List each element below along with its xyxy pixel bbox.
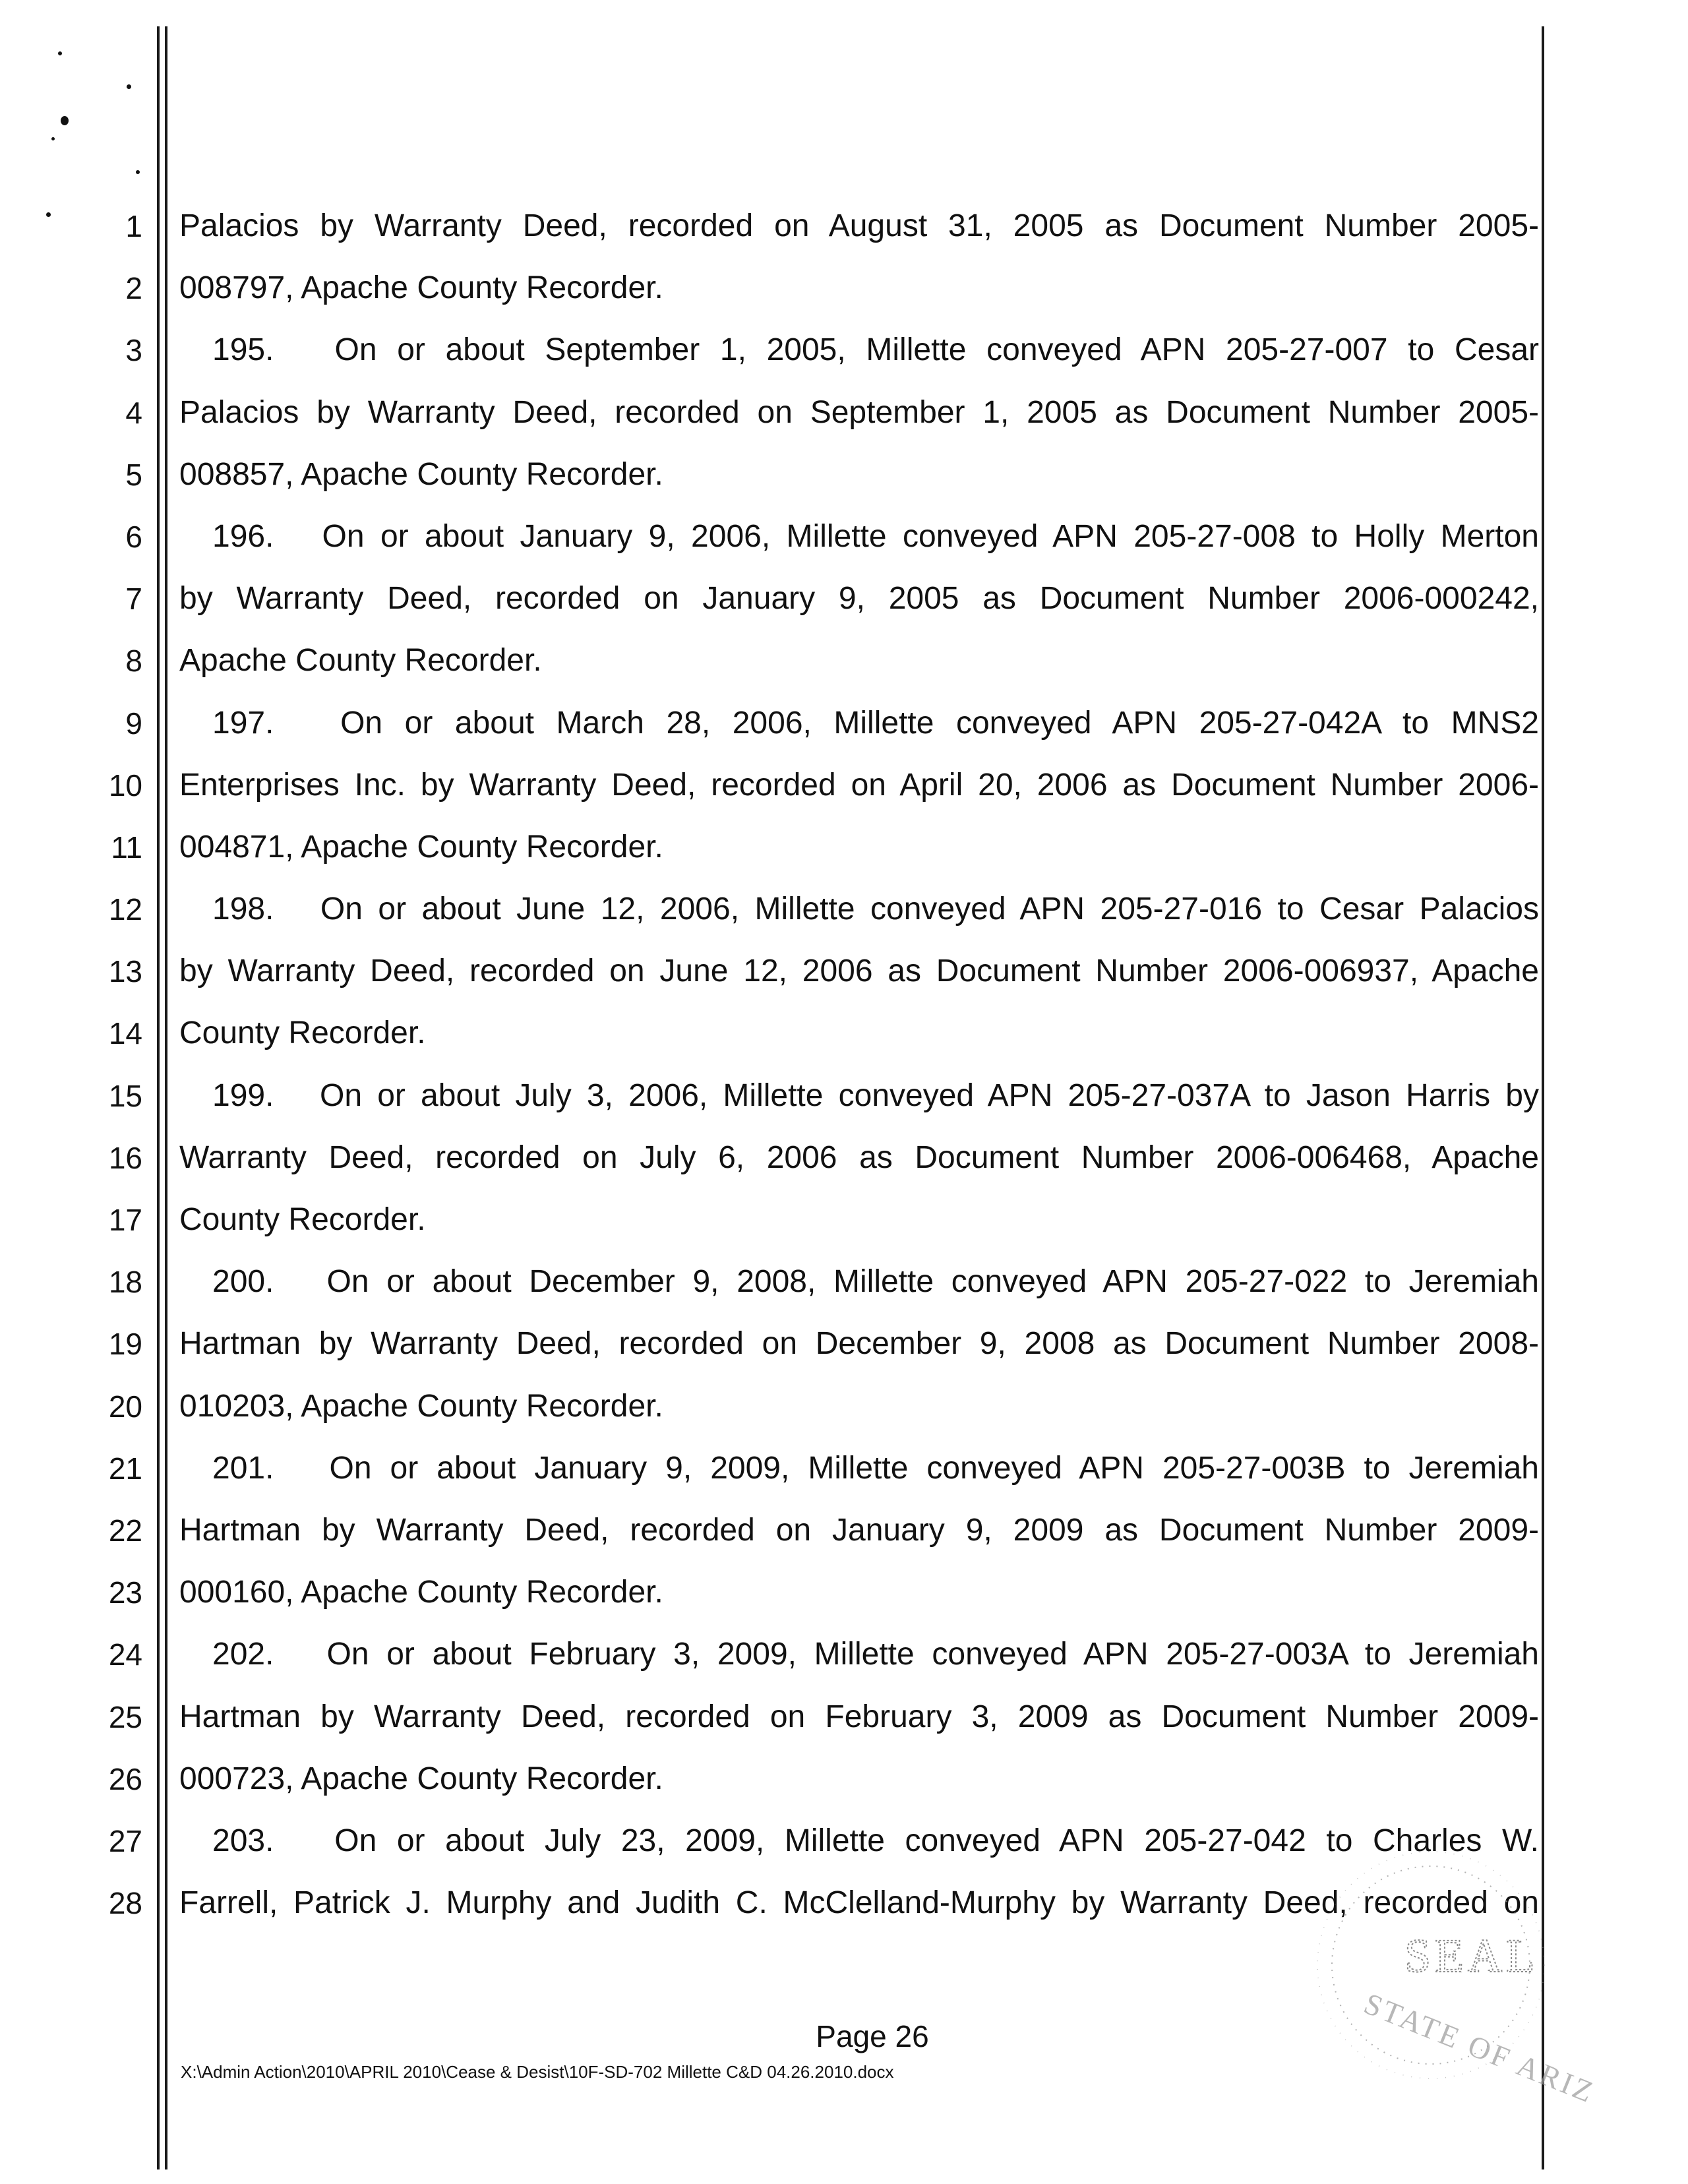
line-number: 6 — [125, 519, 142, 554]
text-line: 000723, Apache County Recorder. — [179, 1761, 663, 1796]
line-number: 27 — [108, 1823, 142, 1858]
scan-speck — [127, 84, 131, 89]
paragraph-201-start: 201. On or about January 9, 2009, Millette conveyed APN 205-27-003B to Jeremiah — [212, 1450, 1539, 1486]
line-number: 12 — [108, 892, 142, 927]
scan-speck — [58, 51, 62, 55]
scan-speck — [46, 212, 51, 217]
page-number: Page 26 — [816, 2019, 929, 2053]
scan-speck — [51, 137, 55, 140]
seal-word: SEAL — [1404, 1929, 1539, 1982]
line-number: 18 — [108, 1265, 142, 1300]
line-number: 3 — [125, 333, 142, 368]
text-line: 008797, Apache County Recorder. — [179, 270, 663, 306]
line-number: 28 — [108, 1886, 142, 1921]
line-number: 16 — [108, 1140, 142, 1175]
paragraph-195-start: 195. On or about September 1, 2005, Millette conveyed APN 205-27-007 to Cesar — [212, 332, 1539, 368]
file-path: X:\Admin Action\2010\APRIL 2010\Cease & Desist\10F-SD-702 Millette C&D 04.26.2010.docx — [181, 2062, 894, 2082]
line-number: 2 — [125, 271, 142, 306]
text-line: 000160, Apache County Recorder. — [179, 1575, 663, 1610]
line-number: 4 — [125, 395, 142, 430]
line-number: 8 — [125, 644, 142, 679]
line-number: 5 — [125, 457, 142, 492]
line-number: 15 — [108, 1078, 142, 1113]
margin-rule-left-outer — [157, 26, 160, 2169]
line-number: 26 — [108, 1761, 142, 1796]
line-number: 17 — [108, 1203, 142, 1237]
paragraph-203-start: 203. On or about July 23, 2009, Millette conveyed APN 205-27-042 to Charles W. — [212, 1823, 1539, 1858]
line-number: 25 — [108, 1699, 142, 1734]
line-number: 24 — [108, 1637, 142, 1672]
text-line: Hartman by Warranty Deed, recorded on February 3, 2009 as Document Number 2009- — [179, 1699, 1539, 1734]
text-line: Hartman by Warranty Deed, recorded on January 9, 2009 as Document Number 2009- — [179, 1512, 1539, 1548]
line-number: 13 — [108, 954, 142, 989]
line-number: 21 — [108, 1451, 142, 1486]
text-line: Warranty Deed, recorded on July 6, 2006 as Document Number 2006-006468, Apache — [179, 1139, 1539, 1175]
text-line: 010203, Apache County Recorder. — [179, 1388, 663, 1424]
paragraph-198-start: 198. On or about June 12, 2006, Millette conveyed APN 205-27-016 to Cesar Palacios — [212, 892, 1539, 927]
text-line: by Warranty Deed, recorded on June 12, 2006 as Document Number 2006-006937, Apache — [179, 954, 1539, 989]
text-line: Palacios by Warranty Deed, recorded on August 31, 2005 as Document Number 2005- — [179, 208, 1539, 243]
text-line: Palacios by Warranty Deed, recorded on September 1, 2005 as Document Number 2005- — [179, 394, 1539, 430]
line-number: 11 — [111, 830, 142, 864]
line-number: 7 — [125, 582, 142, 617]
line-number: 22 — [108, 1513, 142, 1548]
text-line: County Recorder. — [179, 1202, 426, 1237]
line-number: 19 — [108, 1327, 142, 1362]
line-number: 23 — [108, 1575, 142, 1610]
scan-speck — [61, 116, 69, 125]
text-line: 008857, Apache County Recorder. — [179, 456, 663, 492]
line-number-column — [79, 195, 142, 1934]
paragraph-199-start: 199. On or about July 3, 2006, Millette conveyed APN 205-27-037A to Jason Harris by — [212, 1077, 1539, 1113]
line-number: 20 — [108, 1389, 142, 1424]
paragraph-196-start: 196. On or about January 9, 2006, Millette conveyed APN 205-27-008 to Holly Merton — [212, 518, 1539, 554]
state-seal-stamp — [1292, 1840, 1600, 2117]
line-number: 14 — [108, 1016, 142, 1051]
text-line: Enterprises Inc. by Warranty Deed, recorded on April 20, 2006 as Document Number 2006- — [179, 767, 1539, 803]
paragraph-200-start: 200. On or about December 9, 2008, Millette conveyed APN 205-27-022 to Jeremiah — [212, 1264, 1539, 1300]
paragraph-202-start: 202. On or about February 3, 2009, Millette conveyed APN 205-27-003A to Jeremiah — [212, 1637, 1539, 1672]
paragraph-197-start: 197. On or about March 28, 2006, Millette conveyed APN 205-27-042A to MNS2 — [212, 705, 1539, 741]
text-line: 004871, Apache County Recorder. — [179, 829, 663, 864]
pleading-body — [179, 195, 1539, 1934]
line-number: 9 — [125, 706, 142, 741]
margin-rule-left-inner — [165, 26, 167, 2169]
text-line: County Recorder. — [179, 1016, 426, 1051]
text-line: Farrell, Patrick J. Murphy and Judith C. McClelland-Murphy by Warranty Deed, recorded on — [179, 1885, 1539, 1921]
text-line: by Warranty Deed, recorded on January 9, 2005 as Document Number 2006-000242, — [179, 581, 1539, 617]
scan-speck — [136, 170, 140, 174]
seal-arc-text: STATE OF ARIZ — [1359, 1986, 1600, 2110]
line-number: 1 — [125, 209, 142, 243]
line-number: 10 — [108, 768, 142, 803]
text-line: Apache County Recorder. — [179, 643, 542, 679]
text-line: Hartman by Warranty Deed, recorded on December 9, 2008 as Document Number 2008- — [179, 1326, 1539, 1362]
